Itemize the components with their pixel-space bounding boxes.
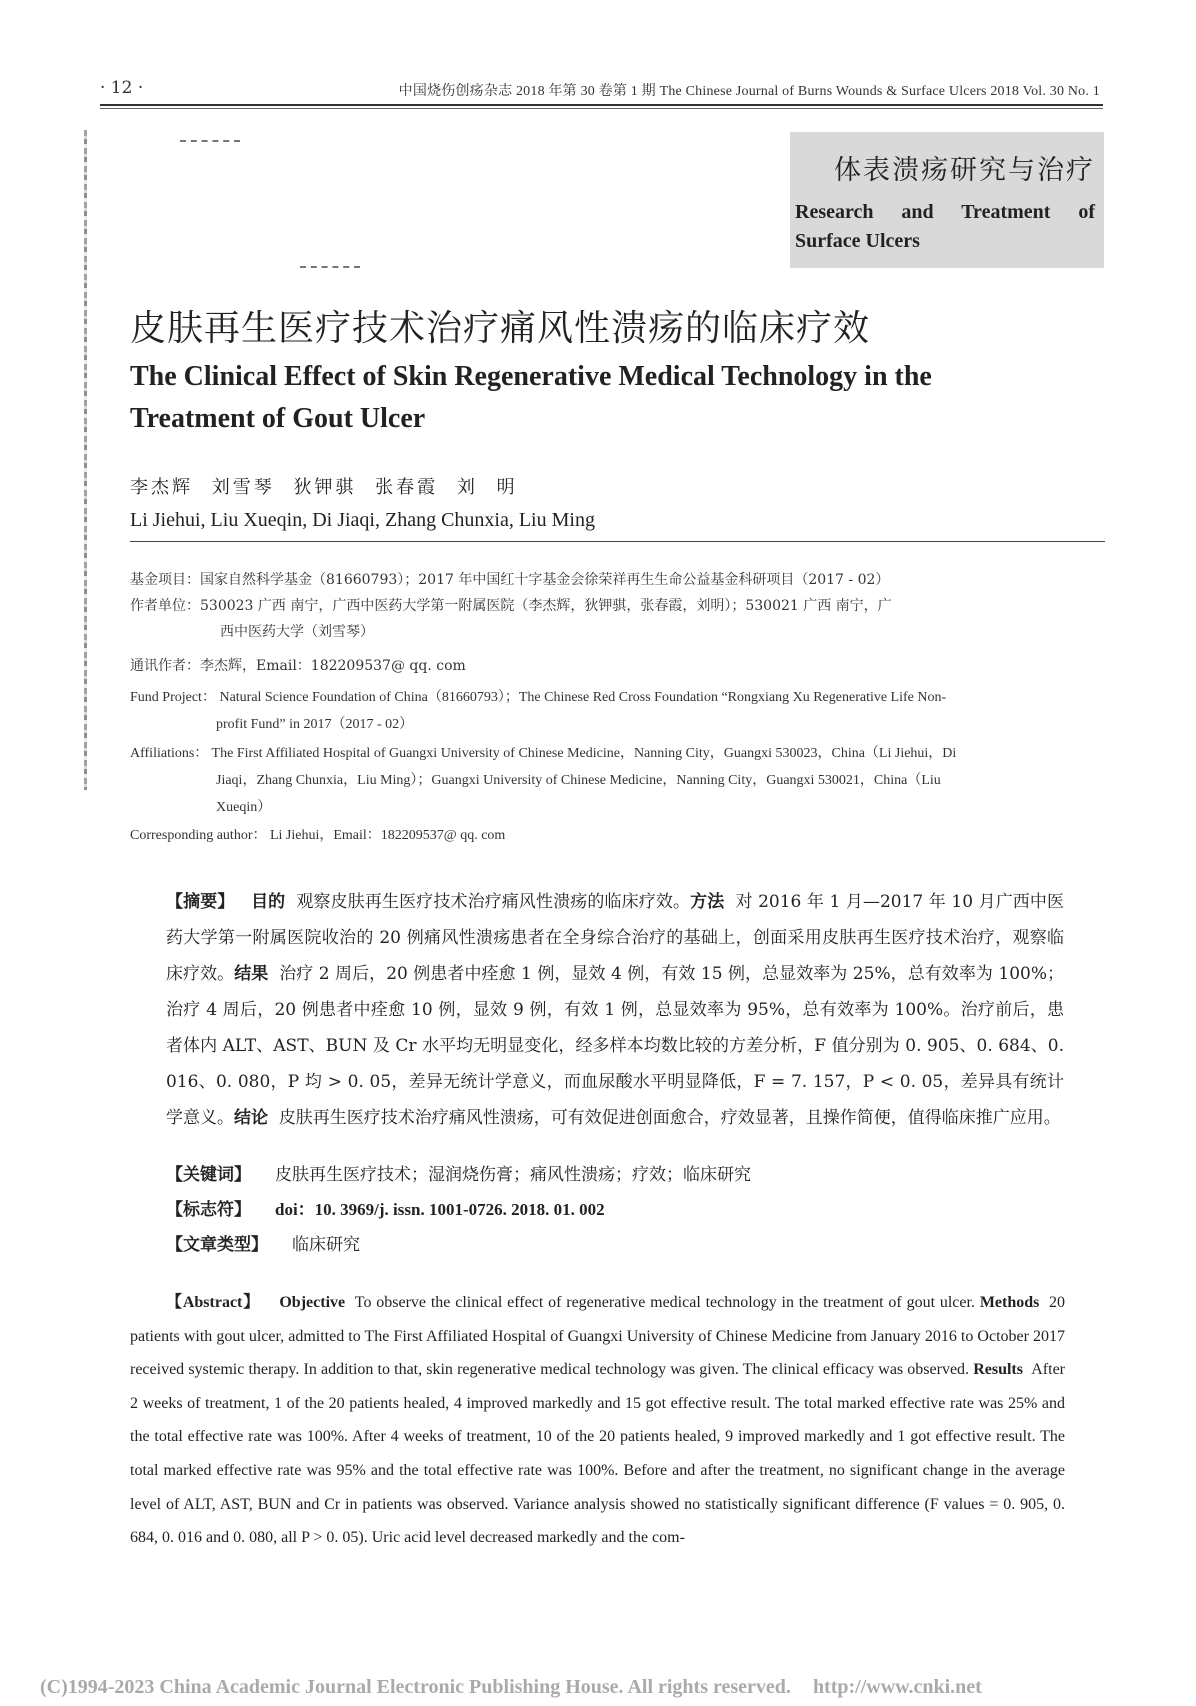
conclusion-cn-text: 皮肤再生医疗技术治疗痛风性溃疡，可有效促进创面愈合，疗效显著，且操作简便，值得临床推广应用。 — [278, 1108, 1061, 1128]
objective-cn-label: 目的 — [251, 892, 286, 912]
affiliation-en-label: Affiliations： — [130, 746, 209, 761]
results-en-text: After 2 weeks of treatment, 1 of the 20 patients healed, 4 improved markedly and 15 got effective result. The total marked effective rate was 25% and the total effective rate was 100%. After 4 weeks of treatment, 10 of the 20 patients healed, 9 improved markedly and 1 got effective result. The total marked effective rate was 95% and the total effective rate was 100%. Before and after the treatment, no significant change in the average level of ALT, AST, BUN and Cr in patients was observed. Variance analysis showed no statistically significant difference (F values = 0. 905, 0. 684, 0. 016 and 0. 080, all P > 0. 05). Uric acid level decreased markedly and the com- — [130, 1361, 1066, 1547]
footer — [40, 1676, 982, 1699]
methods-cn-label: 方法 — [690, 892, 725, 912]
fund-cn — [130, 567, 1085, 593]
results-en-label: Results — [973, 1361, 1023, 1379]
doi-text: doi：10. 3969/j. issn. 1001-0726. 2018. 01. 002 — [275, 1200, 605, 1219]
affiliation-cn-label: 作者单位： — [130, 598, 200, 614]
journal-line: 中国烧伤创疡杂志 2018 年第 30 卷第 1 期 The Chinese Journal of Burns Wounds & Surface Ulcers 2018 Vol. 30 No. 1 — [398, 84, 1100, 99]
copyright-text: (C)1994-2023 China Academic Journal Electronic Publishing House. All rights reserved. — [40, 1676, 791, 1698]
objective-cn-text: 观察皮肤再生医疗技术治疗痛风性溃疡的临床疗效。 — [296, 892, 691, 912]
keywords-row — [166, 1160, 751, 1185]
abstract-cn-label: 【摘要】 — [166, 892, 235, 912]
results-cn-label: 结果 — [234, 964, 269, 984]
keywords-label: 【关键词】 — [166, 1165, 251, 1185]
article-title-en: The Clinical Effect of Skin Regenerative Medical Technology in the Treatment of Gout Ulcer — [130, 361, 932, 434]
header-rule-thin — [100, 108, 1103, 109]
header-rule — [100, 104, 1103, 106]
authors-cn: 李杰辉 刘雪琴 狄钾骐 张春霞 刘 明 — [130, 477, 518, 498]
column-title-en-line2: Surface Ulcers — [795, 230, 920, 252]
affiliation-cn-line1: 530023 广西 南宁，广西中医药大学第一附属医院（李杰辉，狄钾骐，张春霞，刘明）；530021 广西 南宁，广 — [200, 598, 892, 614]
article-type-text: 临床研究 — [292, 1235, 360, 1255]
scan-edge-artifact — [84, 130, 87, 790]
fund-en-label: Fund Project： — [130, 690, 216, 705]
dash-mark — [300, 266, 360, 270]
affiliation-cn — [130, 593, 1085, 645]
affiliation-en-line3: Xueqin） — [216, 800, 272, 815]
conclusion-cn-label: 结论 — [234, 1108, 268, 1128]
methods-cn-text: 对 2016 年 1 月—2017 年 10 月广西中医药大学第一附属医院收治的 20 例痛风性溃疡患者在全身综合治疗的基础上，创面采用皮肤再生医疗技术治疗，观察临床疗效。 — [166, 892, 1065, 984]
fund-en — [130, 684, 1085, 738]
corresponding-cn-text: 李杰辉，Email：182209537@ qq. com — [200, 658, 466, 674]
affiliation-cn-line2: 西中医药大学（刘雪琴） — [220, 624, 374, 640]
authors-rule — [130, 541, 1105, 542]
column-title-cn: 体表溃疡研究与治疗 — [834, 155, 1095, 186]
methods-en-text: 20 patients with gout ulcer, admitted to The First Affiliated Hospital of Guangxi University of Chinese Medicine from January 2016 to October 2017 received systemic therapy. In addition to that, skin regenerative medical technology was given. The clinical efficacy was observed. — [130, 1294, 1066, 1379]
abstract-en — [130, 1286, 1065, 1555]
objective-en-text: To observe the clinical effect of regenerative medical technology in the treatment of gout ulcer. — [354, 1294, 975, 1311]
doi-row — [166, 1195, 605, 1220]
corresponding-en-label: Corresponding author： — [130, 828, 267, 843]
cnki-link[interactable]: http://www.cnki.net — [812, 1676, 982, 1698]
page-number: · 12 · — [100, 78, 144, 98]
abstract-en-label: 【Abstract】 — [166, 1294, 261, 1311]
article-type-row — [166, 1230, 360, 1255]
methods-en-label: Methods — [979, 1294, 1040, 1311]
article-title-cn: 皮肤再生医疗技术治疗痛风性溃疡的临床疗效 — [130, 308, 871, 349]
affiliation-en-line2: Jiaqi，Zhang Chunxia，Liu Ming）；Guangxi University of Chinese Medicine，Nanning City，Guangxi 530021，China（Liu — [216, 773, 941, 788]
fund-cn-text: 国家自然科学基金（81660793）；2017 年中国红十字基金会徐荣祥再生生命公益基金科研项目（2017 - 02） — [200, 572, 890, 588]
fund-en-line2: profit Fund” in 2017（2017 - 02） — [216, 717, 414, 732]
affiliation-en-line1: The First Affiliated Hospital of Guangxi University of Chinese Medicine，Nanning City，Guangxi 530023，China（Li Jiehui，Di — [211, 746, 957, 761]
abstract-cn — [166, 884, 1064, 1136]
affiliation-en — [130, 740, 1085, 821]
authors-en: Li Jiehui, Liu Xueqin, Di Jiaqi, Zhang Chunxia, Liu Ming — [130, 509, 595, 531]
fund-cn-label: 基金项目： — [130, 572, 200, 588]
article-type-label: 【文章类型】 — [166, 1235, 268, 1255]
objective-en-label: Objective — [279, 1294, 346, 1311]
column-title-en-line1: Research and Treatment of — [795, 201, 1095, 223]
keywords-text: 皮肤再生医疗技术；湿润烧伤膏；痛风性溃疡；疗效；临床研究 — [275, 1165, 751, 1185]
corresponding-cn — [130, 653, 1085, 679]
dash-mark — [180, 140, 240, 144]
doi-label: 【标志符】 — [166, 1200, 251, 1220]
fund-en-line1: Natural Science Foundation of China（81660793）；The Chinese Red Cross Foundation “Rongxiang Xu Regenerative Life Non- — [219, 690, 947, 705]
corresponding-en-text: Li Jiehui，Email：182209537@ qq. com — [269, 828, 506, 843]
corresponding-cn-label: 通讯作者： — [130, 658, 200, 674]
corresponding-en — [130, 822, 1085, 849]
running-head — [100, 78, 1100, 102]
results-cn-text: 治疗 2 周后，20 例患者中痊愈 1 例，显效 4 例，有效 15 例，总显效率为 25%，总有效率为 100%；治疗 4 周后，20 例患者中痊愈 10 例，显效 9 例，有效 1 例，总显效率为 95%，总有效率为 100%。治疗前后，患者体内 ALT、AST、BUN 及 Cr 水平均无明显变化，经多样本均数比较的方差分析，F 值分别为 0. 905、0. 684、0. 016、0. 080，P 均 > 0. 05，差异无统计学意义，而血尿酸水平明显降低，F = 7. 157，P < 0. 05，差异具有统计学意义。 — [166, 964, 1065, 1128]
